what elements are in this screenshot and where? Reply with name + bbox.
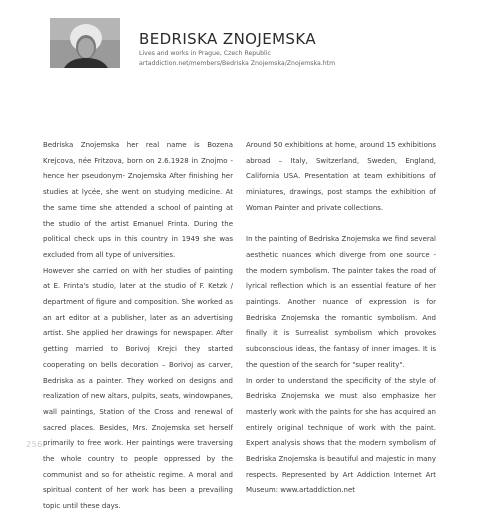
artist-portrait-photo — [50, 18, 120, 68]
paragraph-gap — [246, 217, 436, 233]
paragraph: However she carried on with her studies of painting at E. Frinta's studio, later at the studio of F. Ketzk / department of figure and composition. She worked as an art editor at a publisher, later as an advertising artist. She applied her drawings for newspaper. After getting married to Borivoj Krejci they started cooperating on bells decoration – Borivoj as carver, Bedriska as a painter. They worked on designs and realization of new altars, pulpits, seats, windowpanes, wall paintings, Station of the Cross and renewal of sacred places. Besides, Mrs. Znojemska set herself primarily to free work. Her paintings were traversing the whole country to people oppressed by the communist and so for atheistic regime. A moral and spiritual content of her work has been a prevailing topic until these days. — [43, 266, 233, 511]
left-text-column — [43, 138, 233, 515]
artist-header — [139, 30, 459, 68]
paragraph: Around 50 exhibitions at home, around 15 exhibitions abroad – Italy, Switzerland, Sweden, England, California USA. Presentation at team exhibitions of miniatures, drawings, post stamps the exhibition of Woman Painter and private collections. — [246, 141, 436, 212]
artist-location: Lives and works in Prague, Czech Republic — [139, 50, 271, 57]
right-text-column — [246, 138, 436, 499]
artist-name: BEDRISKA ZNOJEMSKA — [139, 30, 316, 48]
portrait-image — [50, 18, 120, 68]
paragraph: In order to understand the specificity of the style of Bedriska Znojemska we must also emphasize her masterly work with the paints for she has acquired an entirely original technique of work with the paint. Expert analysis shows that the modern symbolism of Bedriska Znojemska is beautiful and majestic in many respects. Represented by Art Addiction Internet Art Museum: www.artaddiction.net — [246, 376, 436, 495]
artist-url: artaddiction.net/members/Bedriska Znojemska/Znojemska.htm — [139, 60, 336, 67]
paragraph: Bedriska Znojemska her real name is Bozena Krejcova, née Fritzova, born on 2.6.1928 in Znojmo -hence her pseudonym- Znojemska After finishing her studies at lycée, she went on studying medicine. At the same time she attended a school of painting at the studio of the artist Emanuel Frinta. During the political check ups in this country in 1949 she was excluded from all type of universities. — [43, 141, 233, 259]
page-number: 256 — [26, 440, 43, 449]
paragraph: In the painting of Bedriska Znojemska we find several aesthetic nuances which diverge from one source - the modern symbolism. The painter takes the road of lyrical reflection which is an essential feature of her paintings. Another nuance of expression is for Bedriska Znojemska the romantic symbolism. And finally it is Surrealist symbolism which provokes subconscious ideas, the fantasy of inner images. It is the question of the search for "super reality". — [246, 235, 436, 369]
